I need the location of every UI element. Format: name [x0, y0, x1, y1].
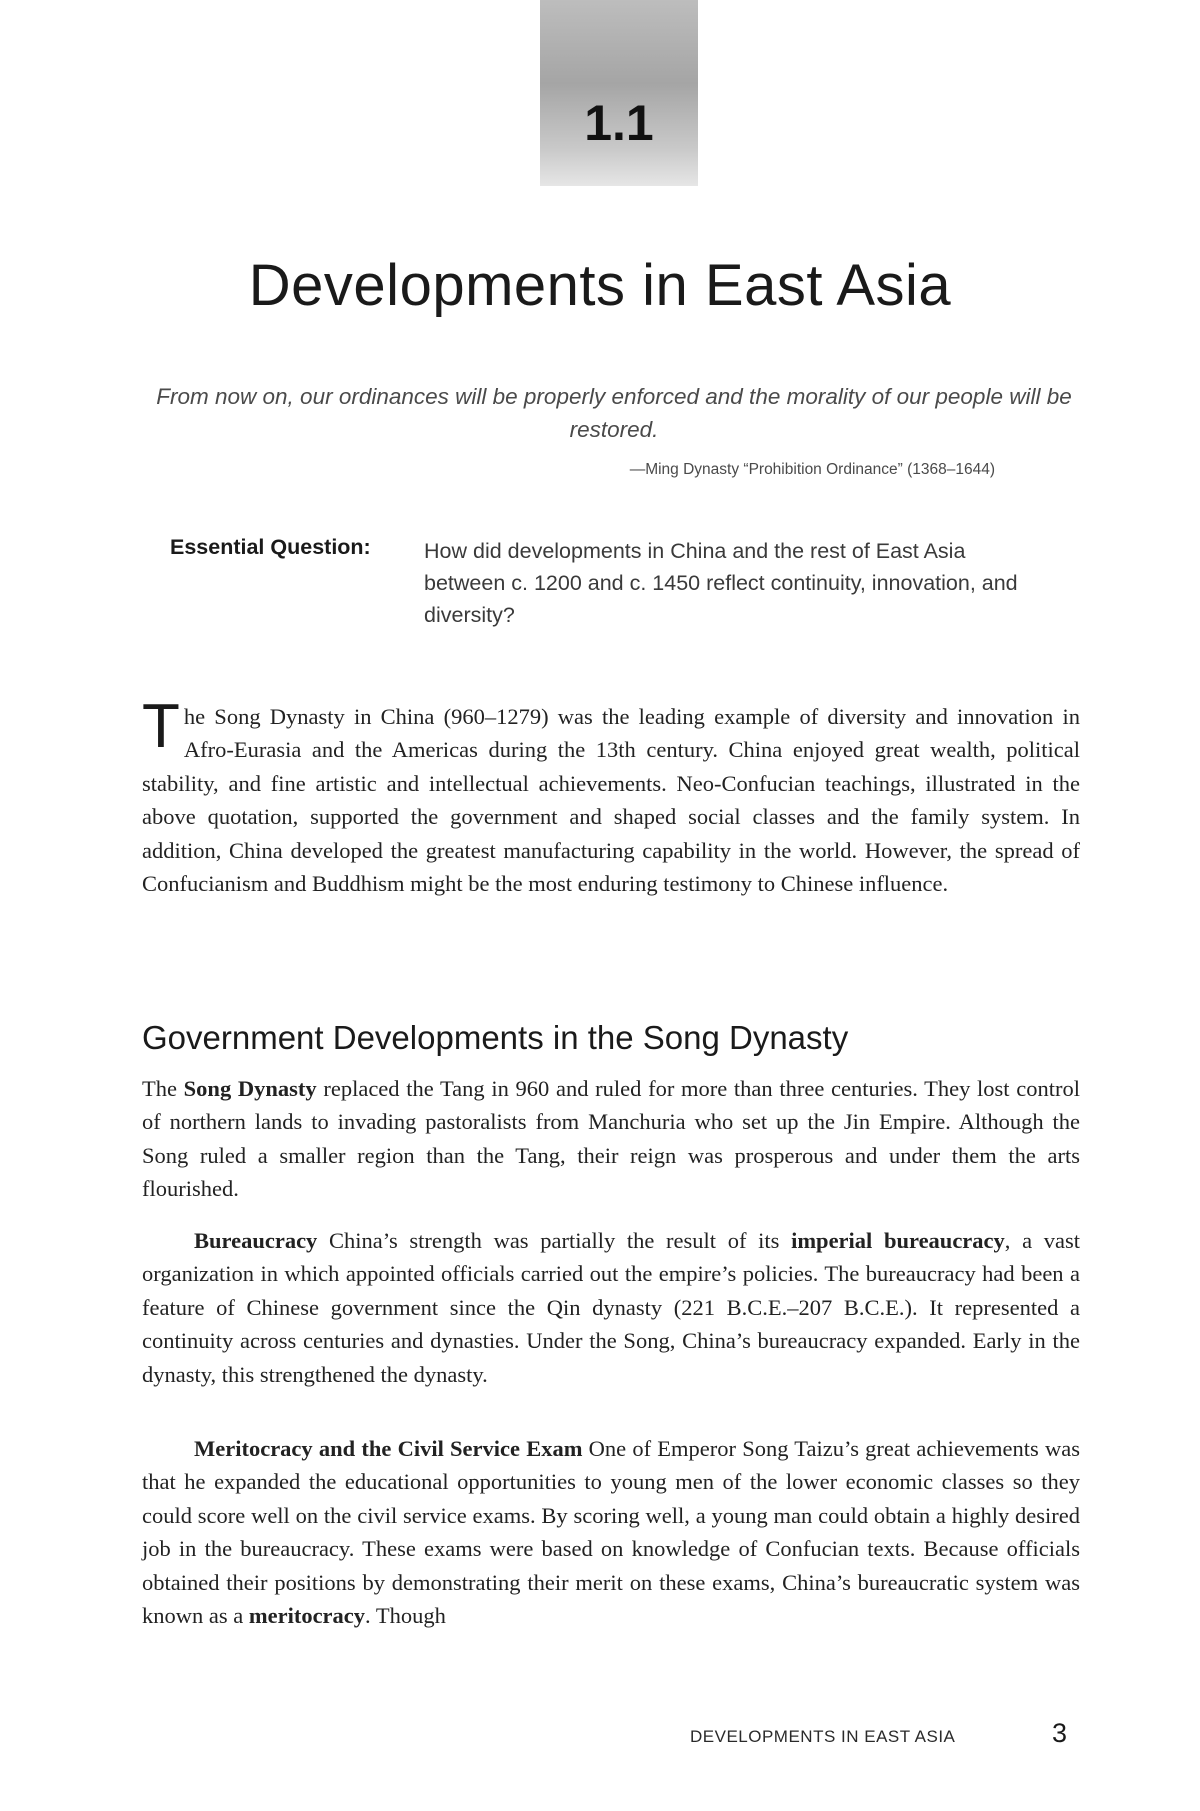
running-footer-title: DEVELOPMENTS IN EAST ASIA — [690, 1727, 956, 1746]
essential-question-label: Essential Question: — [170, 535, 371, 559]
key-term-meritocracy: meritocracy — [248, 1603, 366, 1629]
paragraph-song-dynasty — [142, 1072, 1080, 1206]
section-heading: Government Developments in the Song Dynasty — [142, 1019, 849, 1056]
epigraph-quote: From now on, our ordinances will be properly enforced and the morality of our people will be restored. — [156, 384, 1072, 442]
epigraph-attribution: —Ming Dynasty “Prohibition Ordinance” (1368–1644) — [629, 461, 995, 478]
run-in-heading-meritocracy: Meritocracy and the Civil Service Exam — [194, 1436, 583, 1461]
paragraph-meritocracy — [142, 1432, 1080, 1632]
intro-paragraph-text: he Song Dynasty in China (960–1279) was the leading example of diversity and innovation in Afro-Eurasia and the Americas during the 13th century. China enjoyed great wealth, political stability, and fine artistic and intellectual achievements. Neo-Confucian teachings, illustrated in the above quotation, supported the government and shaped social classes and the family system. In addition, China developed the greatest manufacturing capability in the world. However, the spread of Confucianism and Buddhism might be the most enduring testimony to Chinese influence. — [142, 704, 1080, 897]
run-in-heading-bureaucracy: Bureaucracy — [194, 1228, 318, 1253]
paragraph-text: replaced the Tang in 960 and ruled for more than three centuries. They lost control of northern lands to invading pastoralists from Manchuria who set up the Jin Empire. Although the Song ruled a smaller region than the Tang, their reign was prosperous and under them the arts flourished. — [142, 1076, 1080, 1202]
paragraph-text: , a vast organization in which appointed officials carried out the empire’s policies. The bureaucracy had been a feature of Chinese government since the Qin dynasty (221 B.C.E.–207 B.C.E.). It represented a continuity across centuries and dynasties. Under the Song, China’s bureaucracy expanded. Early in the dynasty, this strengthened the dynasty. — [142, 1228, 1080, 1387]
page-number: 3 — [1052, 1718, 1068, 1748]
paragraph-text: The — [142, 1076, 184, 1101]
drop-cap: T — [142, 692, 180, 761]
key-term-song-dynasty: Song Dynasty — [183, 1076, 317, 1101]
paragraph-text: One of Emperor Song Taizu’s great achievements was that he expanded the educational opportunities to young men of the lower economic classes so they could score well on the civil service exams. By scoring well, a young man could obtain a highly desired job in the bureaucracy. These exams were based on knowledge of Confucian texts. Because officials obtained their positions by demonstrating their merit on these exams, China’s bureaucratic system was known as a — [142, 1436, 1080, 1629]
intro-paragraph — [142, 692, 1080, 900]
paragraph-bureaucracy — [142, 1224, 1080, 1391]
essential-question-text: How did developments in China and the rest of East Asia between c. 1200 and c. 1450 reflect continuity, innovation, and diversity? — [424, 539, 1018, 627]
paragraph-text: China’s strength was partially the result of its — [317, 1228, 792, 1253]
section-number: 1.1 — [584, 95, 654, 151]
chapter-title: Developments in East Asia — [248, 253, 952, 318]
key-term-imperial-bureaucracy: imperial bureaucracy — [791, 1228, 1005, 1253]
section-number-tab — [540, 0, 698, 186]
paragraph-text: . Though — [365, 1603, 446, 1629]
